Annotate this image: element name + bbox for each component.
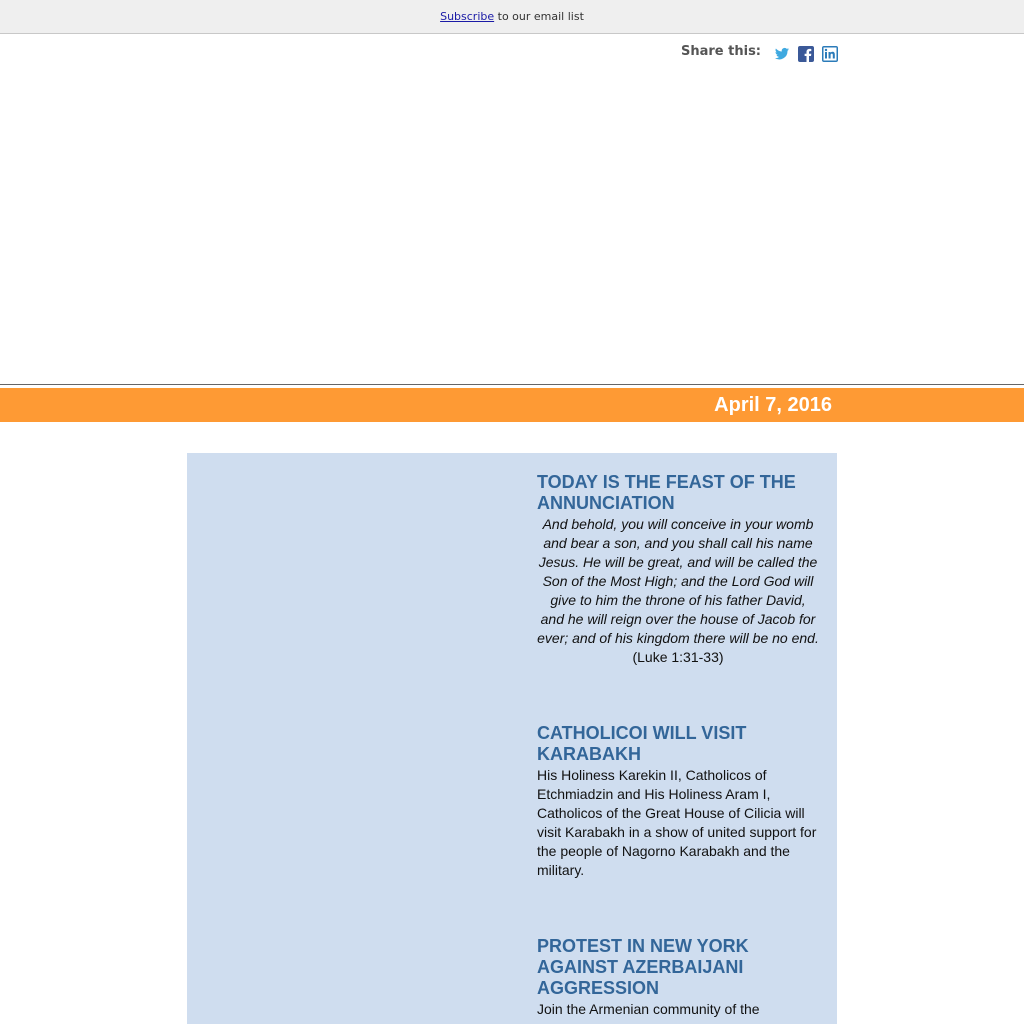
issue-date: April 7, 2016 [714,394,832,416]
share-label: Share this: [681,43,762,59]
subscribe-link[interactable]: Subscribe [440,10,495,23]
article-catholicoi [537,723,819,880]
newsletter-content [187,453,837,1024]
article-body: His Holiness Karekin II, Catholicos of Etchmiadzin and His Holiness Aram I, Catholicos of the Great House of Cilicia will visit Karabakh in a show of united support for the people of Nagorno Karabakh and the military. [537,767,817,878]
twitter-icon[interactable] [774,46,790,62]
date-banner [0,388,1024,422]
header-divider [0,384,1024,385]
article-title: PROTEST IN NEW YORK AGAINST AZERBAIJANI AGGRESSION [537,936,749,998]
share-bar [681,43,846,63]
bible-citation: (Luke 1:31-33) [632,649,724,665]
article-title: TODAY IS THE FEAST OF THE ANNUNCIATION [537,472,796,513]
facebook-icon[interactable] [798,46,814,62]
linkedin-icon[interactable] [822,46,838,62]
article-annunciation [537,472,819,667]
subscribe-bar [0,0,1024,34]
article-body: Join the Armenian community of the [537,1001,760,1017]
subscribe-text: to our email list [494,10,584,23]
bible-quote: And behold, you will conceive in your womb and bear a son, and you shall call his name Jesus. He will be great, and will be called the Son of the Most High; and the Lord God will give to him the throne of his father David, and he will reign over the house of Jacob for ever; and of his kingdom there will be no end. [537,516,819,646]
article-protest [537,936,819,1019]
article-body [537,515,819,667]
article-title: CATHOLICOI WILL VISIT KARABAKH [537,723,747,764]
